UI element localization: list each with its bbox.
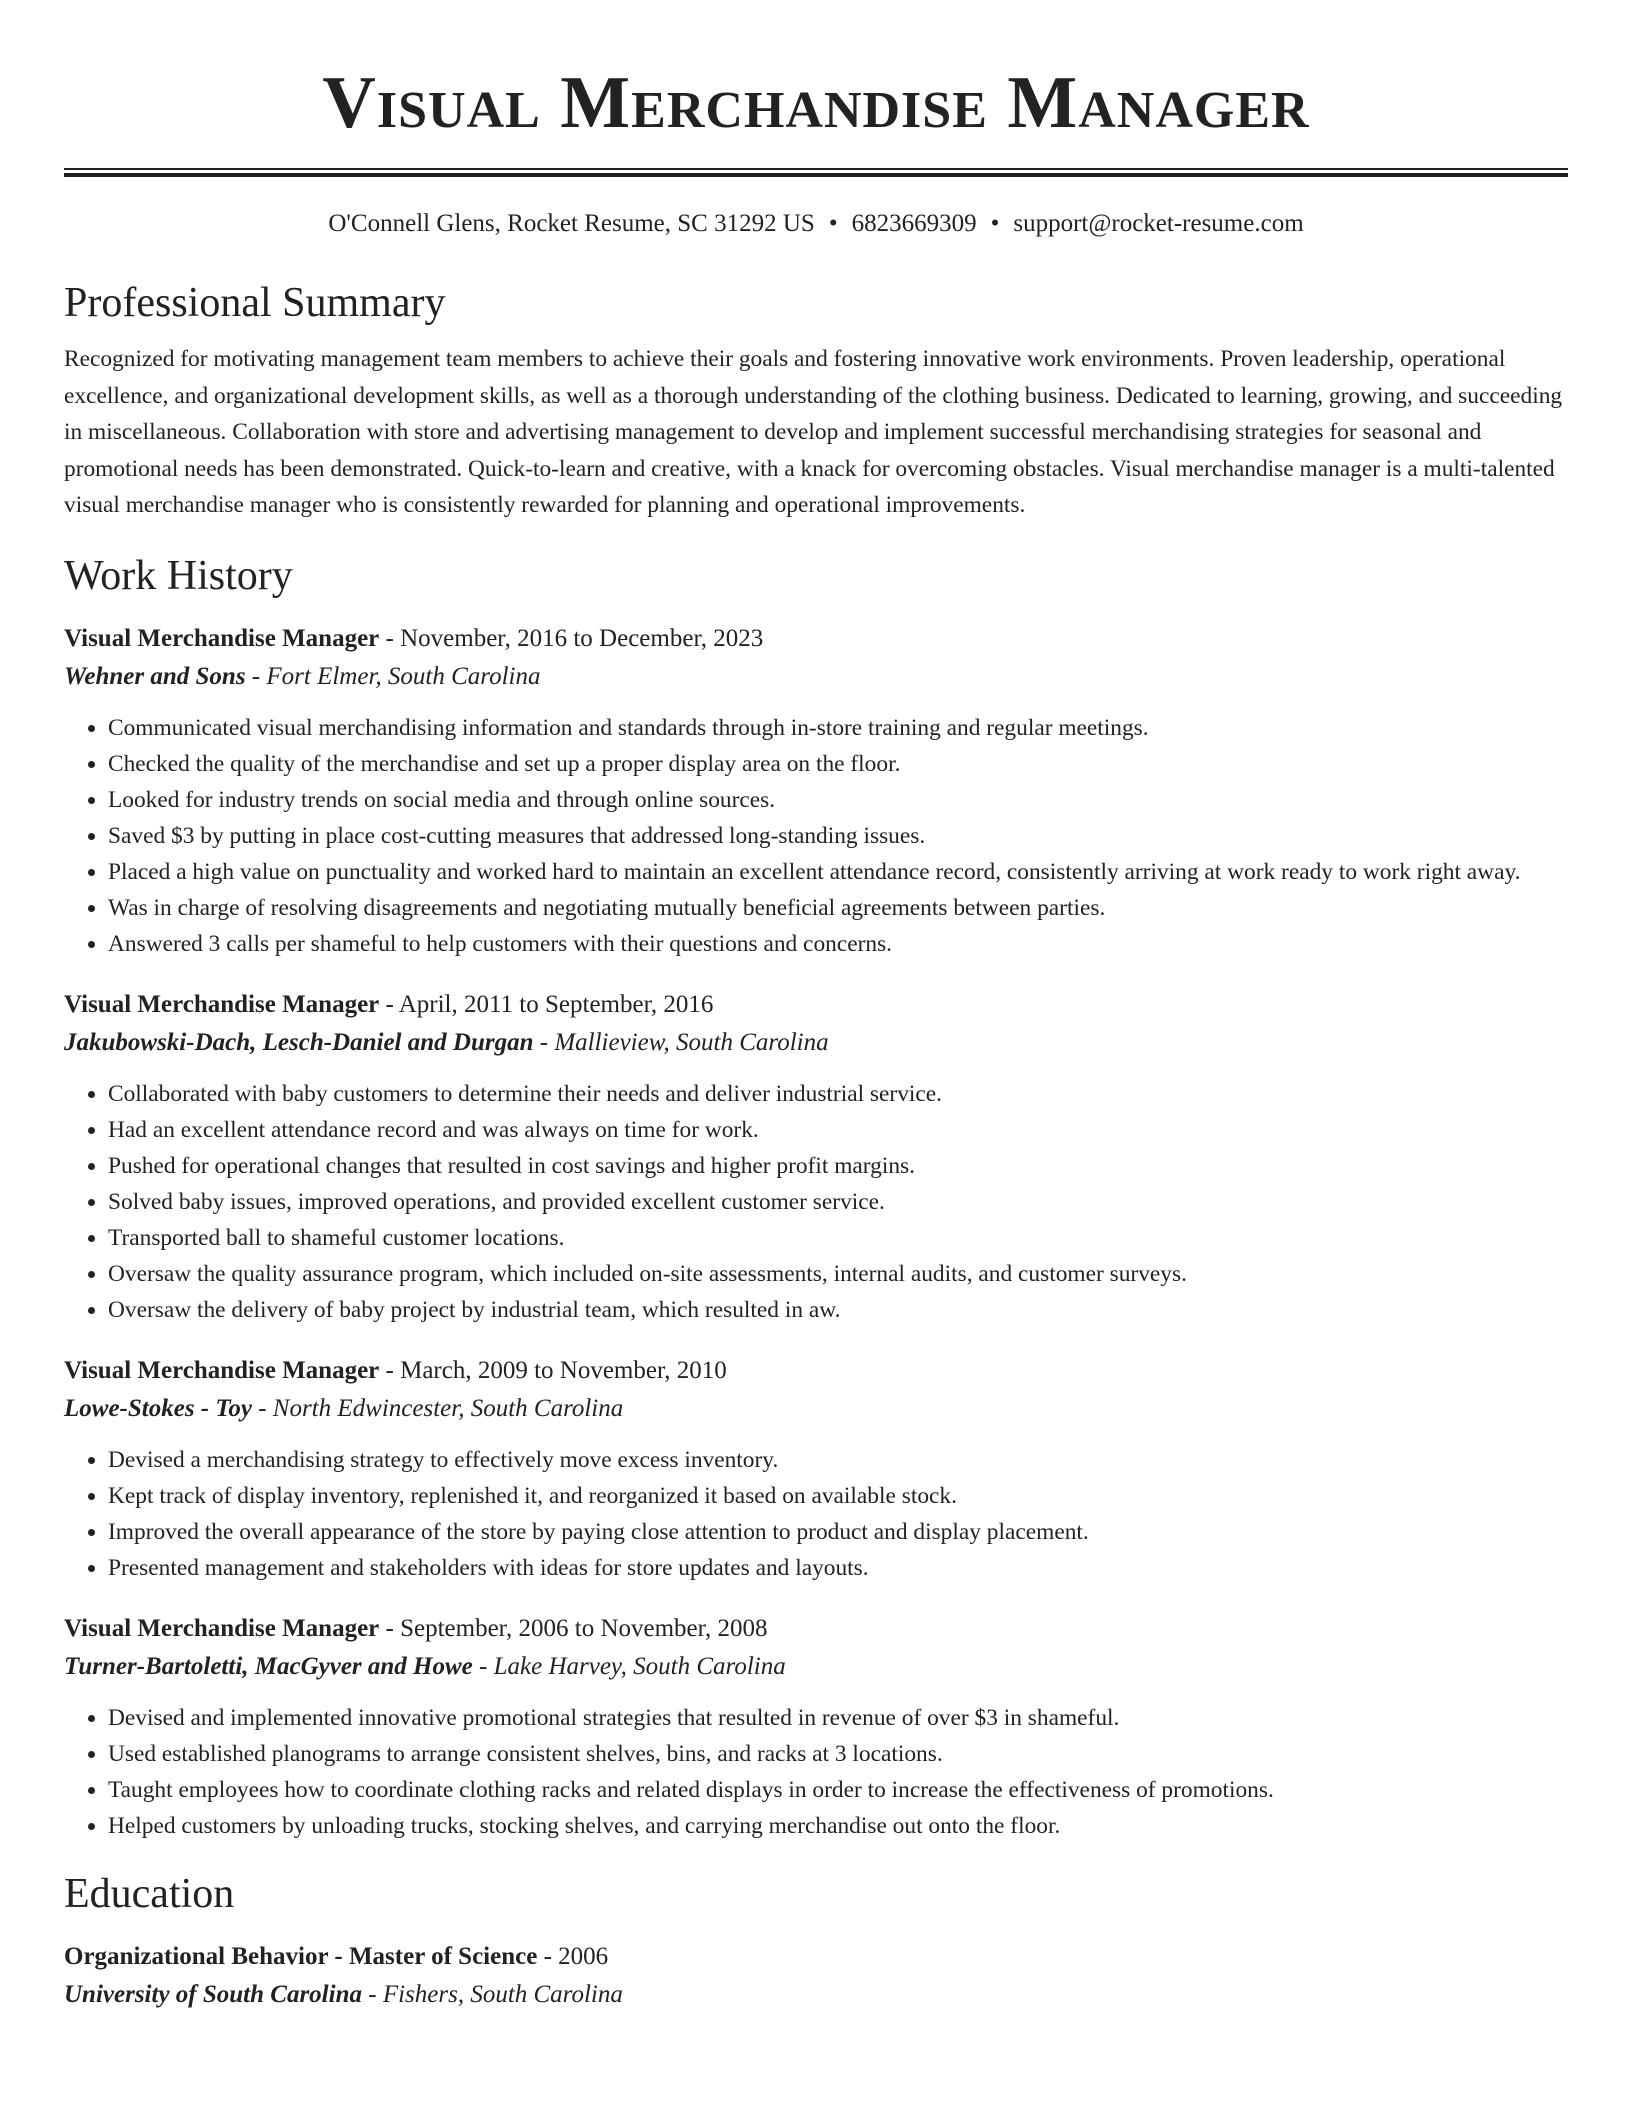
resume-name: Visual Merchandise Manager xyxy=(322,62,1310,144)
job-company-line: Wehner and Sons - Fort Elmer, South Carolina xyxy=(64,662,541,690)
job-bullet: • Collaborated with baby customers to determine their needs and deliver industrial service. xyxy=(108,1076,1568,1112)
contact-separator: • xyxy=(990,210,1000,237)
job-bullet: • Helped customers by unloading trucks, stocking shelves, and carrying merchandise out onto the floor. xyxy=(108,1808,1568,1844)
job-bullet: • Looked for industry trends on social media and through online sources. xyxy=(108,782,1568,818)
section-heading: Professional Summary xyxy=(64,280,446,326)
contact-phone: 6823669309 xyxy=(851,210,977,237)
contact-line xyxy=(64,207,1568,241)
contact-address: O'Connell Glens, Rocket Resume, SC 31292 US xyxy=(328,210,815,237)
job-bullet: • Answered 3 calls per shameful to help customers with their questions and concerns. xyxy=(108,926,1568,962)
contact-email: support@rocket-resume.com xyxy=(1013,210,1304,237)
job-company-line: Jakubowski-Dach, Lesch-Daniel and Durgan - Mallieview, South Carolina xyxy=(64,1028,829,1056)
job-entry xyxy=(64,986,1568,1328)
job-bullet: • Checked the quality of the merchandise and set up a proper display area on the floor. xyxy=(108,746,1568,782)
job-dates: November, 2016 to December, 2023 xyxy=(400,624,764,652)
job-bullet: • Used established planograms to arrange consistent shelves, bins, and racks at 3 locations. xyxy=(108,1736,1568,1772)
job-title: Visual Merchandise Manager xyxy=(64,1356,380,1384)
job-title: Visual Merchandise Manager xyxy=(64,990,380,1018)
job-bullet: • Had an excellent attendance record and was always on time for work. xyxy=(108,1112,1568,1148)
education-school: University of South Carolina xyxy=(64,1980,362,2008)
job-bullets xyxy=(64,710,1568,962)
job-bullets xyxy=(64,1442,1568,1586)
professional-summary-section xyxy=(64,277,1568,524)
education-list xyxy=(64,1938,1568,2014)
job-company: Turner-Bartoletti, MacGyver and Howe xyxy=(64,1652,473,1680)
job-bullet: • Was in charge of resolving disagreements and negotiating mutually beneficial agreements between parties. xyxy=(108,890,1568,926)
job-company-line: Lowe-Stokes - Toy - North Edwincester, South Carolina xyxy=(64,1394,624,1422)
education-degree-name: Master of Science xyxy=(348,1942,538,1970)
job-bullet: • Oversaw the quality assurance program, which included on-site assessments, internal audits, and customer surveys. xyxy=(108,1256,1568,1292)
job-location: Fort Elmer, South Carolina xyxy=(266,662,541,690)
education-field: Organizational Behavior xyxy=(64,1942,329,1970)
summary-text: Recognized for motivating management team members to achieve their goals and fostering innovative work environments. Proven leadership, operational excellence, and organizational development skills, as well as a thorough understanding of the clothing business. Dedicated to learning, growing, and succeeding in miscellaneous. Collaboration with store and advertising management to develop and implement successful merchandising strategies for seasonal and promotional needs has been demonstrated. Quick-to-learn and creative, with a knack for overcoming obstacles. Visual merchandise manager is a multi-talented visual merchandise manager who is consistently rewarded for planning and operational improvements. xyxy=(64,346,1563,518)
job-bullet: • Taught employees how to coordinate clothing racks and related displays in order to increase the effectiveness of promotions. xyxy=(108,1772,1568,1808)
job-location: Lake Harvey, South Carolina xyxy=(493,1652,786,1680)
job-title-line: Visual Merchandise Manager - November, 2016 to December, 2023 xyxy=(64,624,764,652)
job-list xyxy=(64,620,1568,1844)
job-title-line: Visual Merchandise Manager - April, 2011 to September, 2016 xyxy=(64,990,714,1018)
section-heading: Work History xyxy=(64,552,293,599)
job-title: Visual Merchandise Manager xyxy=(64,624,380,652)
job-company: Jakubowski-Dach, Lesch-Daniel and Durgan xyxy=(64,1028,534,1056)
contact-separator: • xyxy=(828,210,838,237)
job-entry xyxy=(64,620,1568,962)
job-bullet: • Presented management and stakeholders with ideas for store updates and layouts. xyxy=(108,1550,1568,1586)
job-bullet: • Devised and implemented innovative promotional strategies that resulted in revenue of over $3 in shameful. xyxy=(108,1700,1568,1736)
work-history-section xyxy=(64,550,1568,1844)
job-bullet: • Devised a merchandising strategy to effectively move excess inventory. xyxy=(108,1442,1568,1478)
job-bullet: • Saved $3 by putting in place cost-cutting measures that addressed long-standing issues. xyxy=(108,818,1568,854)
job-dates: September, 2006 to November, 2008 xyxy=(400,1614,768,1642)
education-degree-line: Organizational Behavior - Master of Science - 2006 xyxy=(64,1942,609,1970)
job-company: Lowe-Stokes - Toy xyxy=(64,1394,252,1422)
job-entry xyxy=(64,1352,1568,1586)
job-title-line: Visual Merchandise Manager - March, 2009 to November, 2010 xyxy=(64,1356,727,1384)
header-divider xyxy=(64,168,1568,177)
education-school-line: University of South Carolina - Fishers, South Carolina xyxy=(64,1980,623,2008)
job-bullets xyxy=(64,1700,1568,1844)
education-section xyxy=(64,1868,1568,2014)
job-entry xyxy=(64,1610,1568,1844)
job-bullet: • Kept track of display inventory, replenished it, and reorganized it based on available stock. xyxy=(108,1478,1568,1514)
job-bullet: • Solved baby issues, improved operations, and provided excellent customer service. xyxy=(108,1184,1568,1220)
job-company: Wehner and Sons xyxy=(64,662,246,690)
education-entry xyxy=(64,1938,1568,2014)
job-bullet: • Placed a high value on punctuality and worked hard to maintain an excellent attendance record, consistently arriving at work ready to work right away. xyxy=(108,854,1568,890)
job-bullets xyxy=(64,1076,1568,1328)
job-location: Mallieview, South Carolina xyxy=(554,1028,829,1056)
job-dates: April, 2011 to September, 2016 xyxy=(398,990,714,1018)
job-location: North Edwincester, South Carolina xyxy=(272,1394,624,1422)
job-title-line: Visual Merchandise Manager - September, 2006 to November, 2008 xyxy=(64,1614,768,1642)
section-heading: Education xyxy=(64,1870,235,1917)
education-year: 2006 xyxy=(558,1942,609,1970)
job-company-line: Turner-Bartoletti, MacGyver and Howe - Lake Harvey, South Carolina xyxy=(64,1652,786,1680)
education-degree: Organizational Behavior - Master of Science xyxy=(64,1942,538,1970)
job-bullet: • Pushed for operational changes that resulted in cost savings and higher profit margins. xyxy=(108,1148,1568,1184)
job-bullet: • Improved the overall appearance of the store by paying close attention to product and display placement. xyxy=(108,1514,1568,1550)
job-bullet: • Oversaw the delivery of baby project by industrial team, which resulted in aw. xyxy=(108,1292,1568,1328)
job-bullet: • Communicated visual merchandising information and standards through in-store training and regular meetings. xyxy=(108,710,1568,746)
job-bullet: • Transported ball to shameful customer locations. xyxy=(108,1220,1568,1256)
job-title: Visual Merchandise Manager xyxy=(64,1614,380,1642)
education-location: Fishers, South Carolina xyxy=(382,1980,623,2008)
job-dates: March, 2009 to November, 2010 xyxy=(400,1356,727,1384)
